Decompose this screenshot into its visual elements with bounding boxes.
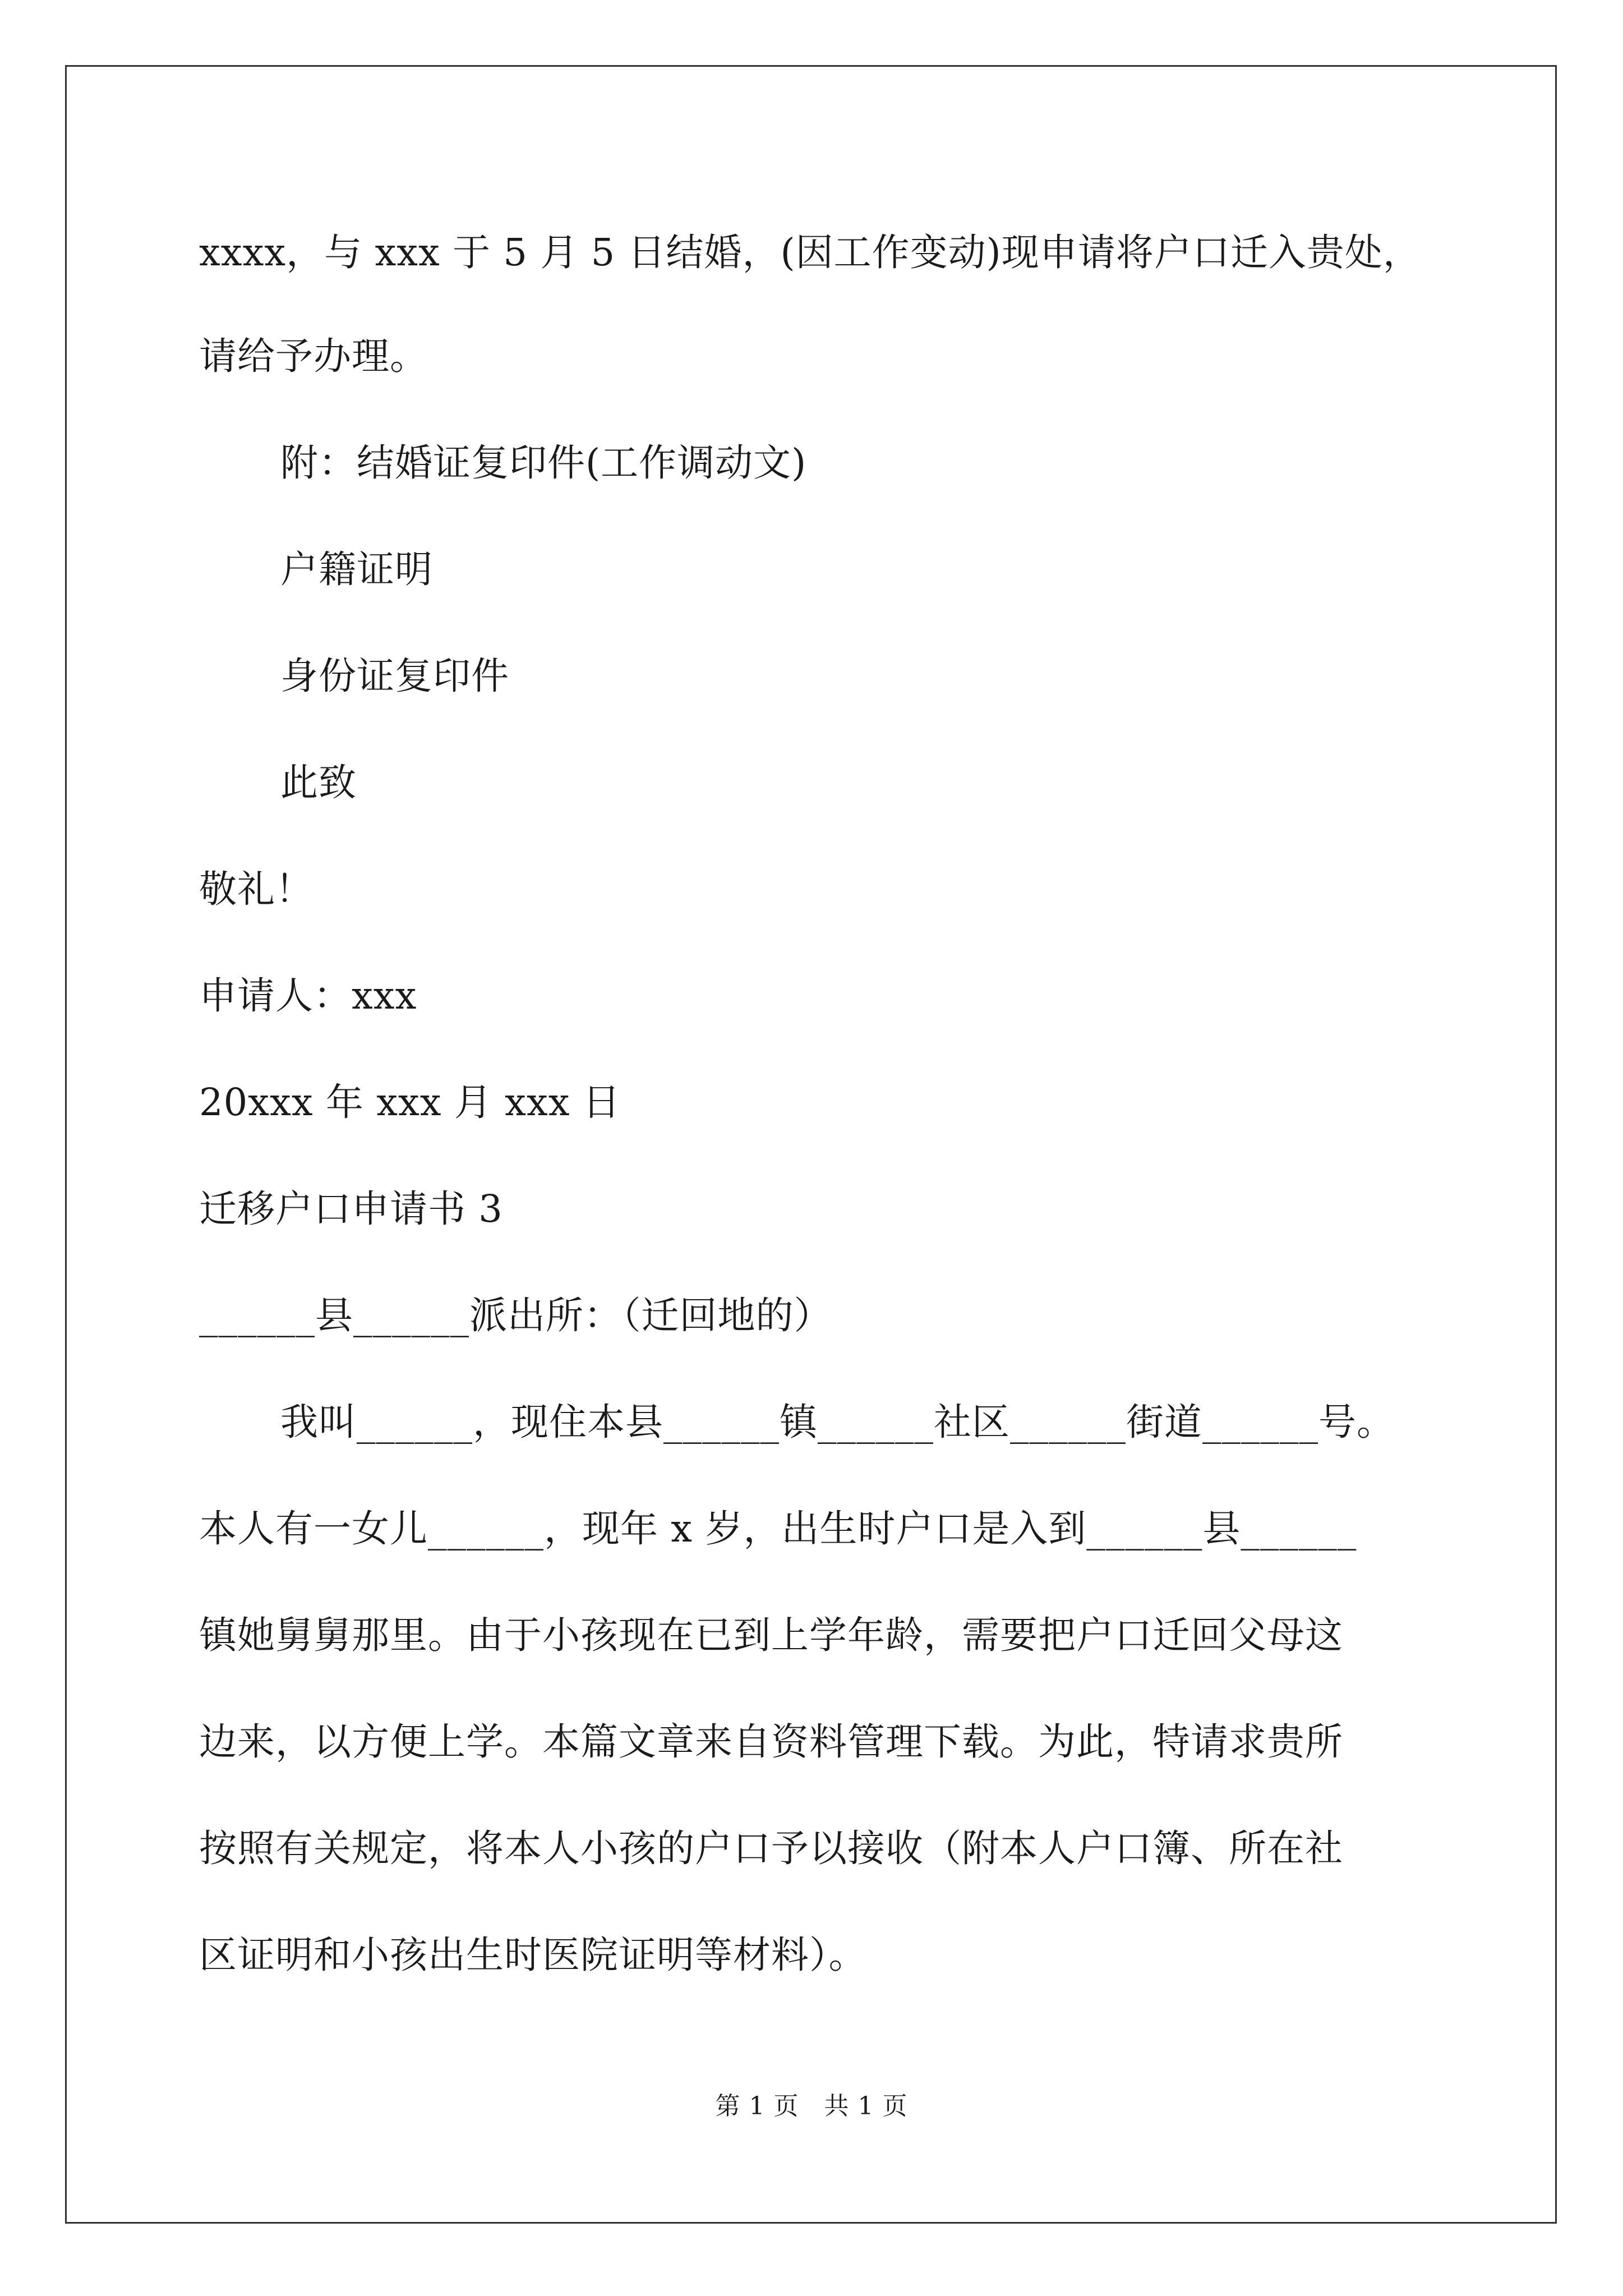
closing-line: 此致 (280, 761, 357, 804)
paragraph-line: 镇她舅舅那里。由于小孩现在已到上学年龄，需要把户口迁回父母这 (199, 1613, 1343, 1657)
section-title: 迁移户口申请书 3 (199, 1187, 503, 1231)
attachment-line: 户籍证明 (280, 547, 433, 591)
paragraph-line: 边来，以方便上学。本篇文章来自资料管理下载。为此，特请求贵所 (199, 1720, 1343, 1764)
paragraph-line: 本人有一女儿______，现年 x 岁，出生时户口是入到______县______ (199, 1507, 1357, 1550)
paragraph-line: 按照有关规定，将本人小孩的户口予以接收（附本人户口簿、所在社 (199, 1826, 1343, 1870)
salutation-line: 敬礼！ (199, 867, 313, 911)
page-frame (65, 65, 1557, 2224)
date-line: 20xxx 年 xxx 月 xxx 日 (199, 1080, 621, 1124)
paragraph-line: 我叫______，现住本县______镇______社区______街道______号。 (280, 1400, 1395, 1444)
addressee-line: ______县______派出所：（迁回地的） (199, 1294, 832, 1337)
paragraph-line: 请给予办理。 (199, 334, 428, 378)
applicant-line: 申请人：xxx (199, 974, 417, 1018)
page-footer: 第 1 页 共 1 页 (715, 2092, 908, 2120)
paragraph-line: xxxx，与 xxx 于 5 月 5 日结婚，(因工作变动)现申请将户口迁入贵处， (199, 231, 1421, 274)
attachment-line: 身份证复印件 (280, 654, 509, 698)
paragraph-line: 区证明和小孩出生时医院证明等材料）。 (199, 1933, 867, 1977)
attachment-line: 附：结婚证复印件(工作调动文) (280, 441, 807, 485)
